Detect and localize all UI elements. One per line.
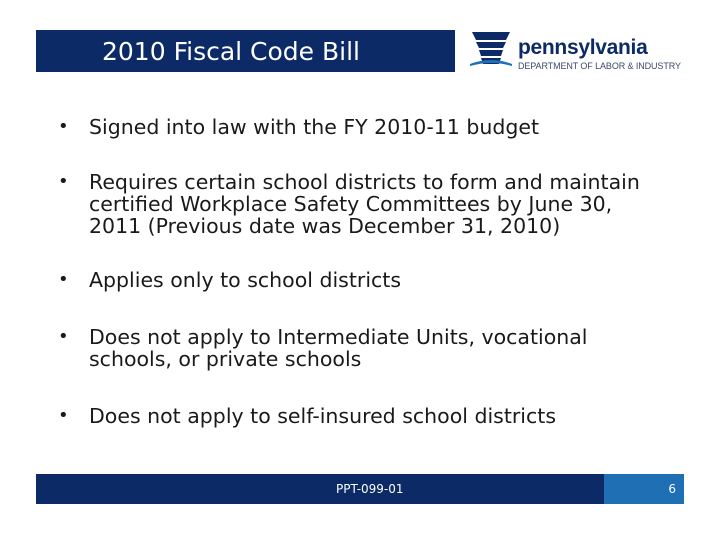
bullet-glyph: • [58,405,69,426]
bullet-text: Signed into law with the FY 2010-11 budget [89,115,540,139]
bullet-glyph: • [58,326,69,347]
page-number: 6 [668,482,676,496]
footer-bar [36,474,684,504]
bullet-item [58,326,658,370]
title-bar [36,30,455,72]
logo-brand-text: pennsylvania [518,36,648,59]
slide-title: 2010 Fiscal Code Bill [102,36,360,66]
bullet-item [58,405,658,427]
bullet-glyph: • [58,171,69,192]
bullet-item [58,171,658,237]
footer-right-panel [604,474,684,504]
pennsylvania-logo [468,30,688,78]
bullet-text: Requires certain school districts to form and maintain certified Workplace Safety Committees by June 30, 2011 (Previous date was December 31, 2010) [89,170,640,238]
bullet-list [58,112,658,427]
footer-left-panel [36,474,604,504]
bullet-item [58,269,658,291]
bullet-glyph: • [58,116,69,137]
keystone-icon [468,30,514,74]
bullet-text: Does not apply to self-insured school districts [89,404,556,428]
bullet-glyph: • [58,269,69,290]
bullet-item [58,116,658,138]
bullet-text: Does not apply to Intermediate Units, vocational schools, or private schools [89,325,588,371]
logo-department-text: DEPARTMENT OF LABOR & INDUSTRY [518,61,681,71]
bullet-text: Applies only to school districts [89,268,402,292]
footer-code: PPT-099-01 [336,482,404,496]
